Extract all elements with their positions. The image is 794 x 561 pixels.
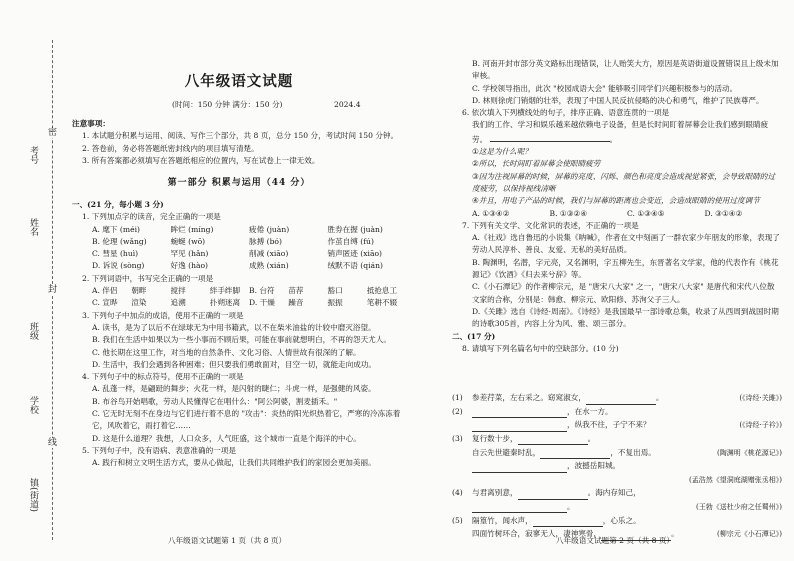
option-text: 疲倦 (juàn) (249, 224, 290, 234)
page-footer-right: 八年级语文试题第 2 页（共 8 页） (556, 536, 675, 545)
fill-line (452, 418, 782, 432)
fill-line (452, 432, 782, 446)
fill-line-source: (柳宗元《小石潭记》) (717, 530, 782, 539)
answer-blank[interactable] (518, 490, 588, 500)
q6-sentence: ④并且，用电子产品的时候，我们与屏幕的距离也会变近，会造成眼睛的使用过度调节 (472, 196, 760, 206)
q2-stem: 2. 下列词语中，书写完全正确的一项是 (82, 273, 214, 283)
fill-line-text: 自云先世避秦时乱， (472, 447, 541, 457)
q6-sentence: ①这是为什么呢？ (472, 147, 532, 157)
answer-blank[interactable] (472, 422, 567, 432)
fill-line-end: ，波撼岳阳城。 (567, 461, 621, 471)
notice-item: 3. 所有答案都必须填写在答题纸相应的位置内，写在试卷上一律无效。 (82, 155, 320, 165)
fill-line-number: (5) (452, 515, 463, 525)
q4-option: B. 布谷鸟开始唱歌，劳动人民懂得它在唱什么："阿公阿婆，割麦插禾。" (92, 396, 338, 406)
answer-blank[interactable] (472, 463, 567, 473)
seal-mark-feng: 封 (48, 285, 58, 295)
option-text: 笔耕不辍 (366, 298, 398, 308)
fill-line (452, 405, 782, 419)
exam-info: (时间：150 分钟 满分：150 分) (172, 100, 283, 109)
option-text: 追溯 (170, 298, 186, 308)
q6-intro-text: 我们的工作、学习和娱乐越来越依赖电子设备，但是长时间盯着屏幕会让我们感到眼睛疲劳。 (472, 120, 769, 144)
option-text: 削减 (xiāo) (249, 249, 289, 259)
notice-heading: 注意事项： (72, 119, 110, 128)
fill-line-end: ，在水一方。 (567, 406, 613, 416)
name-label: 姓名 (28, 218, 38, 236)
q7-option: C.《小石潭记》的作者柳宗元，是 "唐宋八大家" 之一，"唐宋八大家" 是唐代和宋代八位散文家的合称，分别是：韩愈、柳宗元、欧阳修、苏洵父子三人。 (472, 282, 775, 304)
question-block (72, 199, 406, 470)
option-text: 渲染 (131, 298, 147, 308)
option-text: 苗荐 (288, 286, 304, 296)
page-footer-left: 八年级语文试题第 1 页（共 8 页） (168, 536, 287, 545)
fill-line-text: 隔篁竹，闻水声， (472, 515, 533, 525)
q8-stem: 8. 请填写下列名篇名句中的空缺部分。(10 分) (462, 343, 619, 353)
option-text: 罕见 (hǎn) (170, 249, 209, 259)
q6-stem: 6. 依次填入下列横线处的句子，排序正确、语意连贯的一项是 (462, 108, 670, 118)
notice-item: 2. 答卷前，务必将答题纸密封线内的项目填写清楚。 (82, 143, 259, 153)
q1-option-row (72, 260, 406, 272)
fill-line-number: (3) (452, 434, 463, 444)
fill-line-text: 参差荇菜，左右采之。窈窕淑女， (472, 393, 586, 403)
q5-option: D. 林则徐虎门销烟的壮举，表现了中国人民反抗侵略的决心和勇气，维护了民族尊严。 (472, 95, 764, 105)
option-text: B. 伦理 (wǎng) (92, 236, 147, 246)
option-text: 好逸 (hào) (170, 261, 209, 271)
binding-margin (0, 0, 66, 561)
fill-line-number: (2) (452, 406, 463, 416)
q4-option: D. 这是什么道理？我想，人口众多，人气旺盛，这个城市一直是个海洋的中心。 (92, 433, 361, 443)
q1-option-row (72, 248, 406, 260)
option-text: 抵抢息工 (366, 286, 398, 296)
q3-option: B. 我们在生活中如果以为一些小事而不顾后果，可能在事前就想明白，不再的怨天尤人。 (92, 335, 391, 345)
fill-line-number: (4) (452, 488, 463, 498)
exam-number-label: 考号 (28, 146, 38, 164)
answer-blank[interactable] (472, 503, 567, 513)
q4-stem: 4. 下列句子中的标点符号，使用不正确的一项是 (82, 372, 244, 382)
option-text: 绒默不语 (qián) (327, 261, 383, 271)
fill-line-end: 。海内存知己， (587, 488, 641, 498)
fill-line-text: 四面竹树环合，寂寥无人，凄神寒骨， (472, 529, 602, 539)
q7-stem: 7. 下列有关文学、文化常识的表述，不正确的一项是 (462, 220, 639, 230)
option-text: 朝畔 (131, 286, 147, 296)
seal-mark-mi: 密 (48, 128, 58, 138)
q3-option: D. 生活中，我们会遇到各种困难；但只要我们勇敢面对，目空一切，就能走向成功。 (92, 359, 377, 369)
q6-options (452, 208, 782, 220)
answer-blank[interactable] (586, 395, 656, 405)
fill-line-end: ，不复出焉。 (610, 447, 656, 457)
q7-option: B. 陶渊明，名潜，字元亮，又名渊明，字五柳先生，东晋著名文学家，他的代表作有《桃花源记》《饮酒》《归去来兮辞》等。 (472, 257, 779, 280)
fill-line-end: 。 (671, 529, 679, 539)
option-text: A. 伴侣 (92, 286, 118, 296)
q3-stem: 3. 下列句子中加点的成语，使用不正确的一项是 (82, 310, 244, 320)
fill-line-end: 。 (655, 393, 664, 403)
seal-mark-xian: 线 (48, 438, 58, 448)
class-label: 班级 (28, 322, 38, 340)
exam-date: 2024.4 (334, 100, 361, 109)
option-text: 作茧自缚 (fú) (327, 236, 374, 246)
option-text: 胜券在握 (juàn) (327, 224, 383, 234)
answer-blank[interactable] (518, 435, 588, 445)
fill-line-source: (孟浩然《望洞庭湖赠张丞相》) (689, 475, 782, 484)
q1-option-row (72, 236, 406, 248)
fill-line (452, 500, 782, 514)
q3-option: C. 他长期在这里工作，对当地的自然条件、文化习俗、人情世故有很深的了解。 (92, 347, 361, 357)
answer-blank[interactable] (540, 449, 610, 459)
fill-line (452, 486, 782, 500)
option-text: 絆手绊脚 (209, 286, 241, 296)
notice-item: 1. 本试题分积累与运用、阅读、写作三个部分，共 8 页，总分 150 分，考试时间 150 分钟。 (82, 131, 399, 141)
fill-line-end: 。 (587, 434, 596, 444)
answer-blank[interactable] (533, 517, 603, 527)
q1-option-row (72, 224, 406, 236)
fill-line (452, 445, 782, 459)
option-text: 躁音 (288, 298, 304, 308)
option-text: D. 诉说 (sòng) (92, 261, 145, 271)
option-text: 销声匿迹 (xiāo) (327, 249, 383, 259)
answer-blank[interactable] (472, 408, 567, 418)
fill-line-end: ，纵我不往，子宁不来？ (567, 420, 651, 430)
q5-option: B. 河南开封市部分英文路标出现错误，让人贻笑大方，原因是英语街道设置错误且上级未加审核。 (472, 59, 779, 81)
option-text: 豁口 (327, 286, 343, 296)
q7-option: D.《关雎》选自《诗经·周南》。《诗经》是我国最早一部诗歌总集，收录了从西周到战国时期的诗歌305首，内容上分为风、雅、颂三部分。 (472, 306, 779, 329)
fill-line-number: (1) (452, 393, 463, 403)
option-text: 扑朔迷离 (209, 298, 241, 308)
q2-option-row (72, 297, 406, 309)
q7-option: A.《社戏》选自鲁迅的小说集《呐喊》，作者在文中刻画了一群农家少年朋友的形象，表现了劳动人民淳朴、善良、友爱、无私的美好品质。 (472, 233, 780, 255)
q6-sentence: ②所以，长时间盯着屏幕会使眼睛疲劳 (472, 159, 601, 169)
exam-title: 八年级语文试题 (184, 73, 294, 90)
section-heading: 一、(21 分，每小题 3 分) (72, 200, 164, 209)
option-text: 蜿蜒 (wō) (170, 236, 206, 246)
right-column (452, 0, 782, 561)
option-text: 脉搏 (bó) (249, 236, 282, 246)
fill-line-text: 与君离别意， (472, 488, 518, 498)
district-label: 镇(街道) (28, 478, 38, 513)
notice (72, 118, 406, 167)
option-text: 搅拌 (170, 286, 186, 296)
school-label: 学校 (28, 396, 38, 414)
option-text: C. ①③④⑤ (627, 208, 665, 218)
option-text: 振振 (327, 298, 343, 308)
q6-sentence: ③因为注视屏幕的时候，屏幕的亮度、闪烁、颜色和亮度会造成视觉紧张，会导致眼睛的过度疲劳，以保持视线清晰 (472, 171, 775, 193)
q5-option: C. 学校领导指出，此次 "校园成语大会" 能够吸引同学们兴趣积极参与的活动。 (472, 83, 738, 93)
fill-line-end: ，心乐之。 (602, 515, 641, 525)
fill-line (452, 391, 782, 405)
fill-line (452, 473, 782, 487)
fill-line (452, 459, 782, 473)
q5-stem: 5. 下列句子中，没有语病、表意准确的一项是 (82, 445, 236, 455)
left-column (72, 0, 406, 561)
option-text: 眸烂 (míng) (170, 224, 214, 234)
q1-stem: 1. 下列加点字的读音，完全正确的一项是 (82, 212, 221, 222)
option-text: A. 麾下 (méi) (92, 224, 140, 234)
q3-option: A. 读书，是为了以后不在绿球无为中用书籍武，以不在柴米油盐的计较中磨灭浴望。 (92, 322, 376, 332)
q6-blank-end: 。 (609, 134, 618, 144)
question-block (452, 58, 782, 355)
answer-blank (490, 132, 610, 142)
option-text: C. 彗星 (huì) (92, 249, 139, 259)
option-text: D. ③①④② (704, 208, 743, 218)
fill-line-source: (陶渊明《桃花源记》) (717, 448, 782, 457)
option-text: A. ①③④② (472, 208, 510, 218)
fill-line-source: (《诗经·关雎》) (739, 394, 782, 403)
q8-fill-lines (452, 391, 782, 541)
q5-option: A. 践行和树立文明生活方式，要从心做起，让我们共同维护我们的家园会更加美丽。 (92, 458, 376, 468)
fill-line (452, 513, 782, 527)
fill-line-end: 。 (567, 502, 575, 512)
option-text: C. 宣晔 (92, 298, 118, 308)
option-text: D. 干燥 (249, 298, 275, 308)
q2-option-row (72, 285, 406, 297)
fill-line-source: (王勃《送杜少府之任蜀州》) (696, 503, 782, 512)
section-heading: 二、(17 分) (452, 331, 496, 341)
fill-line-source: (《诗经·子衿》) (739, 421, 782, 430)
part1-heading: 第一部分 积累与运用（44 分） (167, 178, 311, 188)
q4-option: C. 它无时无刻不在身边与它们进行着不息的 "攻击"：炎热的阳光炽热着它，严寒的冷冻冻着它，风吹着它，雨打着它…… (92, 409, 401, 431)
option-text: B. ①③②④ (549, 208, 588, 218)
option-text: B. 台符 (249, 286, 275, 296)
q4-option: A. 乱蓬一样，是翩跹的舞步；火花一样，是闪射的睫仁；斗虎一样，是强健的风姿。 (92, 384, 376, 394)
option-text: 成熟 (xián) (249, 261, 289, 271)
fill-line-text: 复行数十步， (472, 434, 518, 444)
q6-intro (452, 119, 782, 146)
